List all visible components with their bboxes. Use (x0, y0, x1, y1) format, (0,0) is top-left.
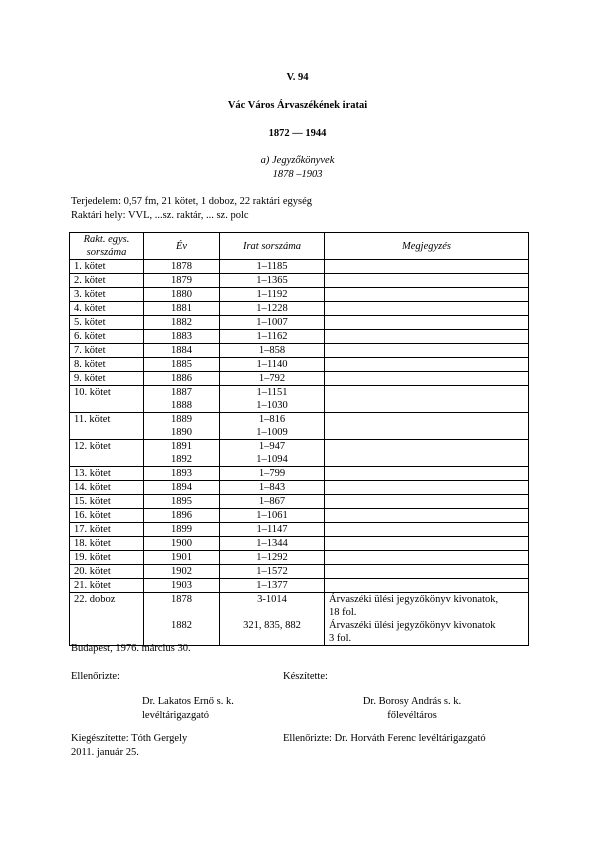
second-checker: Ellenőrizte: Dr. Horváth Ferenc levéltárigazgató (283, 733, 486, 744)
number-range: 1–1365 (256, 275, 288, 286)
header-year: Év (144, 233, 220, 260)
cell-year (144, 344, 220, 358)
cell-notes (325, 372, 529, 386)
table-row (70, 467, 529, 481)
cell-document-numbers (220, 413, 325, 440)
cell-unit: 11. kötet (70, 413, 144, 440)
cell-year (144, 565, 220, 579)
cell-notes (325, 509, 529, 523)
cell-notes (325, 344, 529, 358)
table-row (70, 302, 529, 316)
cell-notes (325, 440, 529, 467)
year-value: 1903 (171, 580, 192, 591)
cell-document-numbers (220, 316, 325, 330)
year-value: 1878 (171, 594, 192, 605)
cell-year (144, 537, 220, 551)
cell-notes (325, 495, 529, 509)
year-value: 1900 (171, 538, 192, 549)
cell-notes (325, 537, 529, 551)
cell-year (144, 593, 220, 646)
maker-name: Dr. Borosy András s. k. (362, 696, 462, 707)
number-range: 1–816 (258, 414, 286, 425)
inventory-table (69, 232, 529, 646)
year-value: 1901 (171, 552, 192, 563)
number-range: 1–1061 (256, 510, 288, 521)
number-range: 1–1228 (256, 303, 288, 314)
cell-document-numbers (220, 523, 325, 537)
cell-notes (325, 481, 529, 495)
cell-unit: 18. kötet (70, 537, 144, 551)
cell-unit: 21. kötet (70, 579, 144, 593)
table-row (70, 495, 529, 509)
cell-document-numbers (220, 358, 325, 372)
cell-unit: 6. kötet (70, 330, 144, 344)
section-subtitle: a) Jegyzőkönyvek (260, 155, 335, 166)
cell-unit: 17. kötet (70, 523, 144, 537)
cell-document-numbers (220, 495, 325, 509)
number-range: 1–1377 (256, 580, 288, 591)
supplement-date: 2011. január 25. (71, 747, 139, 758)
table-row (70, 274, 529, 288)
table-row (70, 440, 529, 467)
cell-document-numbers (220, 386, 325, 413)
number-range: 1–1344 (256, 538, 288, 549)
cell-document-numbers (220, 593, 325, 646)
cell-unit: 9. kötet (70, 372, 144, 386)
cell-year (144, 260, 220, 274)
cell-document-numbers (220, 537, 325, 551)
year-value: 1881 (171, 303, 192, 314)
cell-year (144, 274, 220, 288)
cell-document-numbers (220, 509, 325, 523)
year-value: 1890 (171, 427, 192, 438)
year-value: 1887 (171, 387, 192, 398)
table-row (70, 481, 529, 495)
section-year-range: 1878 –1903 (272, 169, 323, 180)
cell-unit: 4. kötet (70, 302, 144, 316)
cell-notes (325, 551, 529, 565)
cell-document-numbers (220, 467, 325, 481)
cell-year (144, 579, 220, 593)
number-range: 1–1162 (256, 331, 288, 342)
number-range (224, 606, 320, 619)
number-range: 1–799 (258, 468, 286, 479)
cell-unit: 14. kötet (70, 481, 144, 495)
number-range: 1–1192 (256, 289, 288, 300)
table-row (70, 288, 529, 302)
checked-label: Ellenőrizte: (71, 671, 120, 682)
cell-year (144, 372, 220, 386)
cell-year (144, 551, 220, 565)
cell-year (144, 523, 220, 537)
number-range: 1–947 (258, 441, 286, 452)
year-value: 1896 (171, 510, 192, 521)
extent-line: Terjedelem: 0,57 fm, 21 kötet, 1 doboz, 22 raktári egység (71, 196, 312, 207)
year-value: 1878 (171, 261, 192, 272)
cell-document-numbers (220, 440, 325, 467)
cell-year (144, 495, 220, 509)
cell-year (144, 481, 220, 495)
cell-unit: 2. kötet (70, 274, 144, 288)
cell-document-numbers (220, 372, 325, 386)
year-value: 1882 (171, 620, 192, 631)
year-value: 1880 (171, 289, 192, 300)
cell-notes (325, 316, 529, 330)
number-range: 1–792 (258, 373, 286, 384)
number-range: 1–1147 (256, 524, 288, 535)
cell-year (144, 440, 220, 467)
number-range: 1–867 (258, 496, 286, 507)
location-line: Raktári hely: VVL, ...sz. raktár, ... sz. polc (71, 210, 249, 221)
header-number: Irat sorszáma (220, 233, 325, 260)
place-date: Budapest, 1976. március 30. (71, 643, 191, 654)
cell-notes (325, 260, 529, 274)
document-title: Vác Város Árvaszékének iratai (227, 100, 368, 111)
cell-document-numbers (220, 551, 325, 565)
number-range: 1–1009 (256, 427, 288, 438)
year-value: 1888 (171, 400, 192, 411)
checker-title: levéltárigazgató (142, 710, 210, 721)
year-value: 1883 (171, 331, 192, 342)
made-label: Készítette: (283, 671, 328, 682)
cell-unit: 3. kötet (70, 288, 144, 302)
cell-year (144, 358, 220, 372)
cell-notes (325, 565, 529, 579)
table-row (70, 579, 529, 593)
cell-unit: 7. kötet (70, 344, 144, 358)
cell-notes (325, 413, 529, 440)
number-range: 1–1185 (256, 261, 288, 272)
cell-unit: 16. kötet (70, 509, 144, 523)
cell-document-numbers (220, 481, 325, 495)
note-text: Árvaszéki ülési jegyzőkönyv kivonatok, 18 fol. (329, 594, 499, 618)
number-range: 1–843 (258, 482, 286, 493)
maker-title: főlevéltáros (387, 710, 437, 721)
cell-document-numbers (220, 274, 325, 288)
year-value: 1891 (171, 441, 192, 452)
table-row (70, 509, 529, 523)
table-row (70, 565, 529, 579)
year-value: 1885 (171, 359, 192, 370)
cell-document-numbers (220, 579, 325, 593)
number-range: 1–1292 (256, 552, 288, 563)
cell-unit: 8. kötet (70, 358, 144, 372)
table-row (70, 523, 529, 537)
table-row (70, 330, 529, 344)
cell-unit: 19. kötet (70, 551, 144, 565)
number-range: 3-1014 (257, 594, 287, 605)
cell-unit: 15. kötet (70, 495, 144, 509)
cell-notes (325, 386, 529, 413)
number-range: 1–858 (258, 345, 286, 356)
number-range: 1–1030 (256, 400, 288, 411)
cell-unit: 1. kötet (70, 260, 144, 274)
checker-name: Dr. Lakatos Ernő s. k. (142, 696, 234, 707)
note-text: Árvaszéki ülési jegyzőkönyv kivonatok 3 fol. (329, 620, 496, 644)
cell-notes (325, 467, 529, 481)
cell-notes (325, 579, 529, 593)
year-value: 1879 (171, 275, 192, 286)
year-value: 1882 (171, 317, 192, 328)
cell-document-numbers (220, 565, 325, 579)
table-row (70, 372, 529, 386)
cell-document-numbers (220, 330, 325, 344)
cell-notes (325, 330, 529, 344)
table-row (70, 551, 529, 565)
cell-document-numbers (220, 344, 325, 358)
number-range: 321, 835, 882 (243, 620, 301, 631)
cell-year (144, 288, 220, 302)
cell-notes (325, 288, 529, 302)
cell-year (144, 467, 220, 481)
cell-year (144, 330, 220, 344)
cell-unit: 5. kötet (70, 316, 144, 330)
cell-unit: 10. kötet (70, 386, 144, 413)
cell-document-numbers (220, 288, 325, 302)
table-row (70, 537, 529, 551)
table-row (70, 413, 529, 440)
header-notes: Megjegyzés (325, 233, 529, 260)
cell-notes (325, 302, 529, 316)
cell-document-numbers (220, 302, 325, 316)
cell-unit: 20. kötet (70, 565, 144, 579)
number-range: 1–1151 (256, 387, 288, 398)
supplement-line: Kiegészítette: Tóth Gergely (71, 733, 188, 744)
table-row (70, 358, 529, 372)
year-value: 1899 (171, 524, 192, 535)
number-range: 1–1140 (256, 359, 288, 370)
document-year-range: 1872 — 1944 (268, 128, 327, 139)
fond-reference: V. 94 (286, 72, 309, 83)
year-value (148, 606, 215, 619)
year-value: 1895 (171, 496, 192, 507)
table-row (70, 386, 529, 413)
table-row (70, 344, 529, 358)
year-value: 1902 (171, 566, 192, 577)
cell-year (144, 386, 220, 413)
cell-document-numbers (220, 260, 325, 274)
year-value: 1889 (171, 414, 192, 425)
year-value: 1894 (171, 482, 192, 493)
cell-notes (325, 358, 529, 372)
table-row (70, 316, 529, 330)
cell-notes (325, 593, 529, 646)
number-range: 1–1094 (256, 454, 288, 465)
table-row (70, 593, 529, 646)
cell-unit: 13. kötet (70, 467, 144, 481)
header-unit: Rakt. egys. sorszáma (70, 233, 144, 260)
year-value: 1893 (171, 468, 192, 479)
cell-year (144, 302, 220, 316)
number-range: 1–1572 (256, 566, 288, 577)
cell-unit: 22. doboz (70, 593, 144, 646)
cell-notes (325, 274, 529, 288)
number-range: 1–1007 (256, 317, 288, 328)
cell-unit: 12. kötet (70, 440, 144, 467)
table-row (70, 260, 529, 274)
year-value: 1884 (171, 345, 192, 356)
table-header-row (70, 233, 529, 260)
year-value: 1886 (171, 373, 192, 384)
year-value: 1892 (171, 454, 192, 465)
cell-year (144, 509, 220, 523)
cell-notes (325, 523, 529, 537)
cell-year (144, 413, 220, 440)
cell-year (144, 316, 220, 330)
